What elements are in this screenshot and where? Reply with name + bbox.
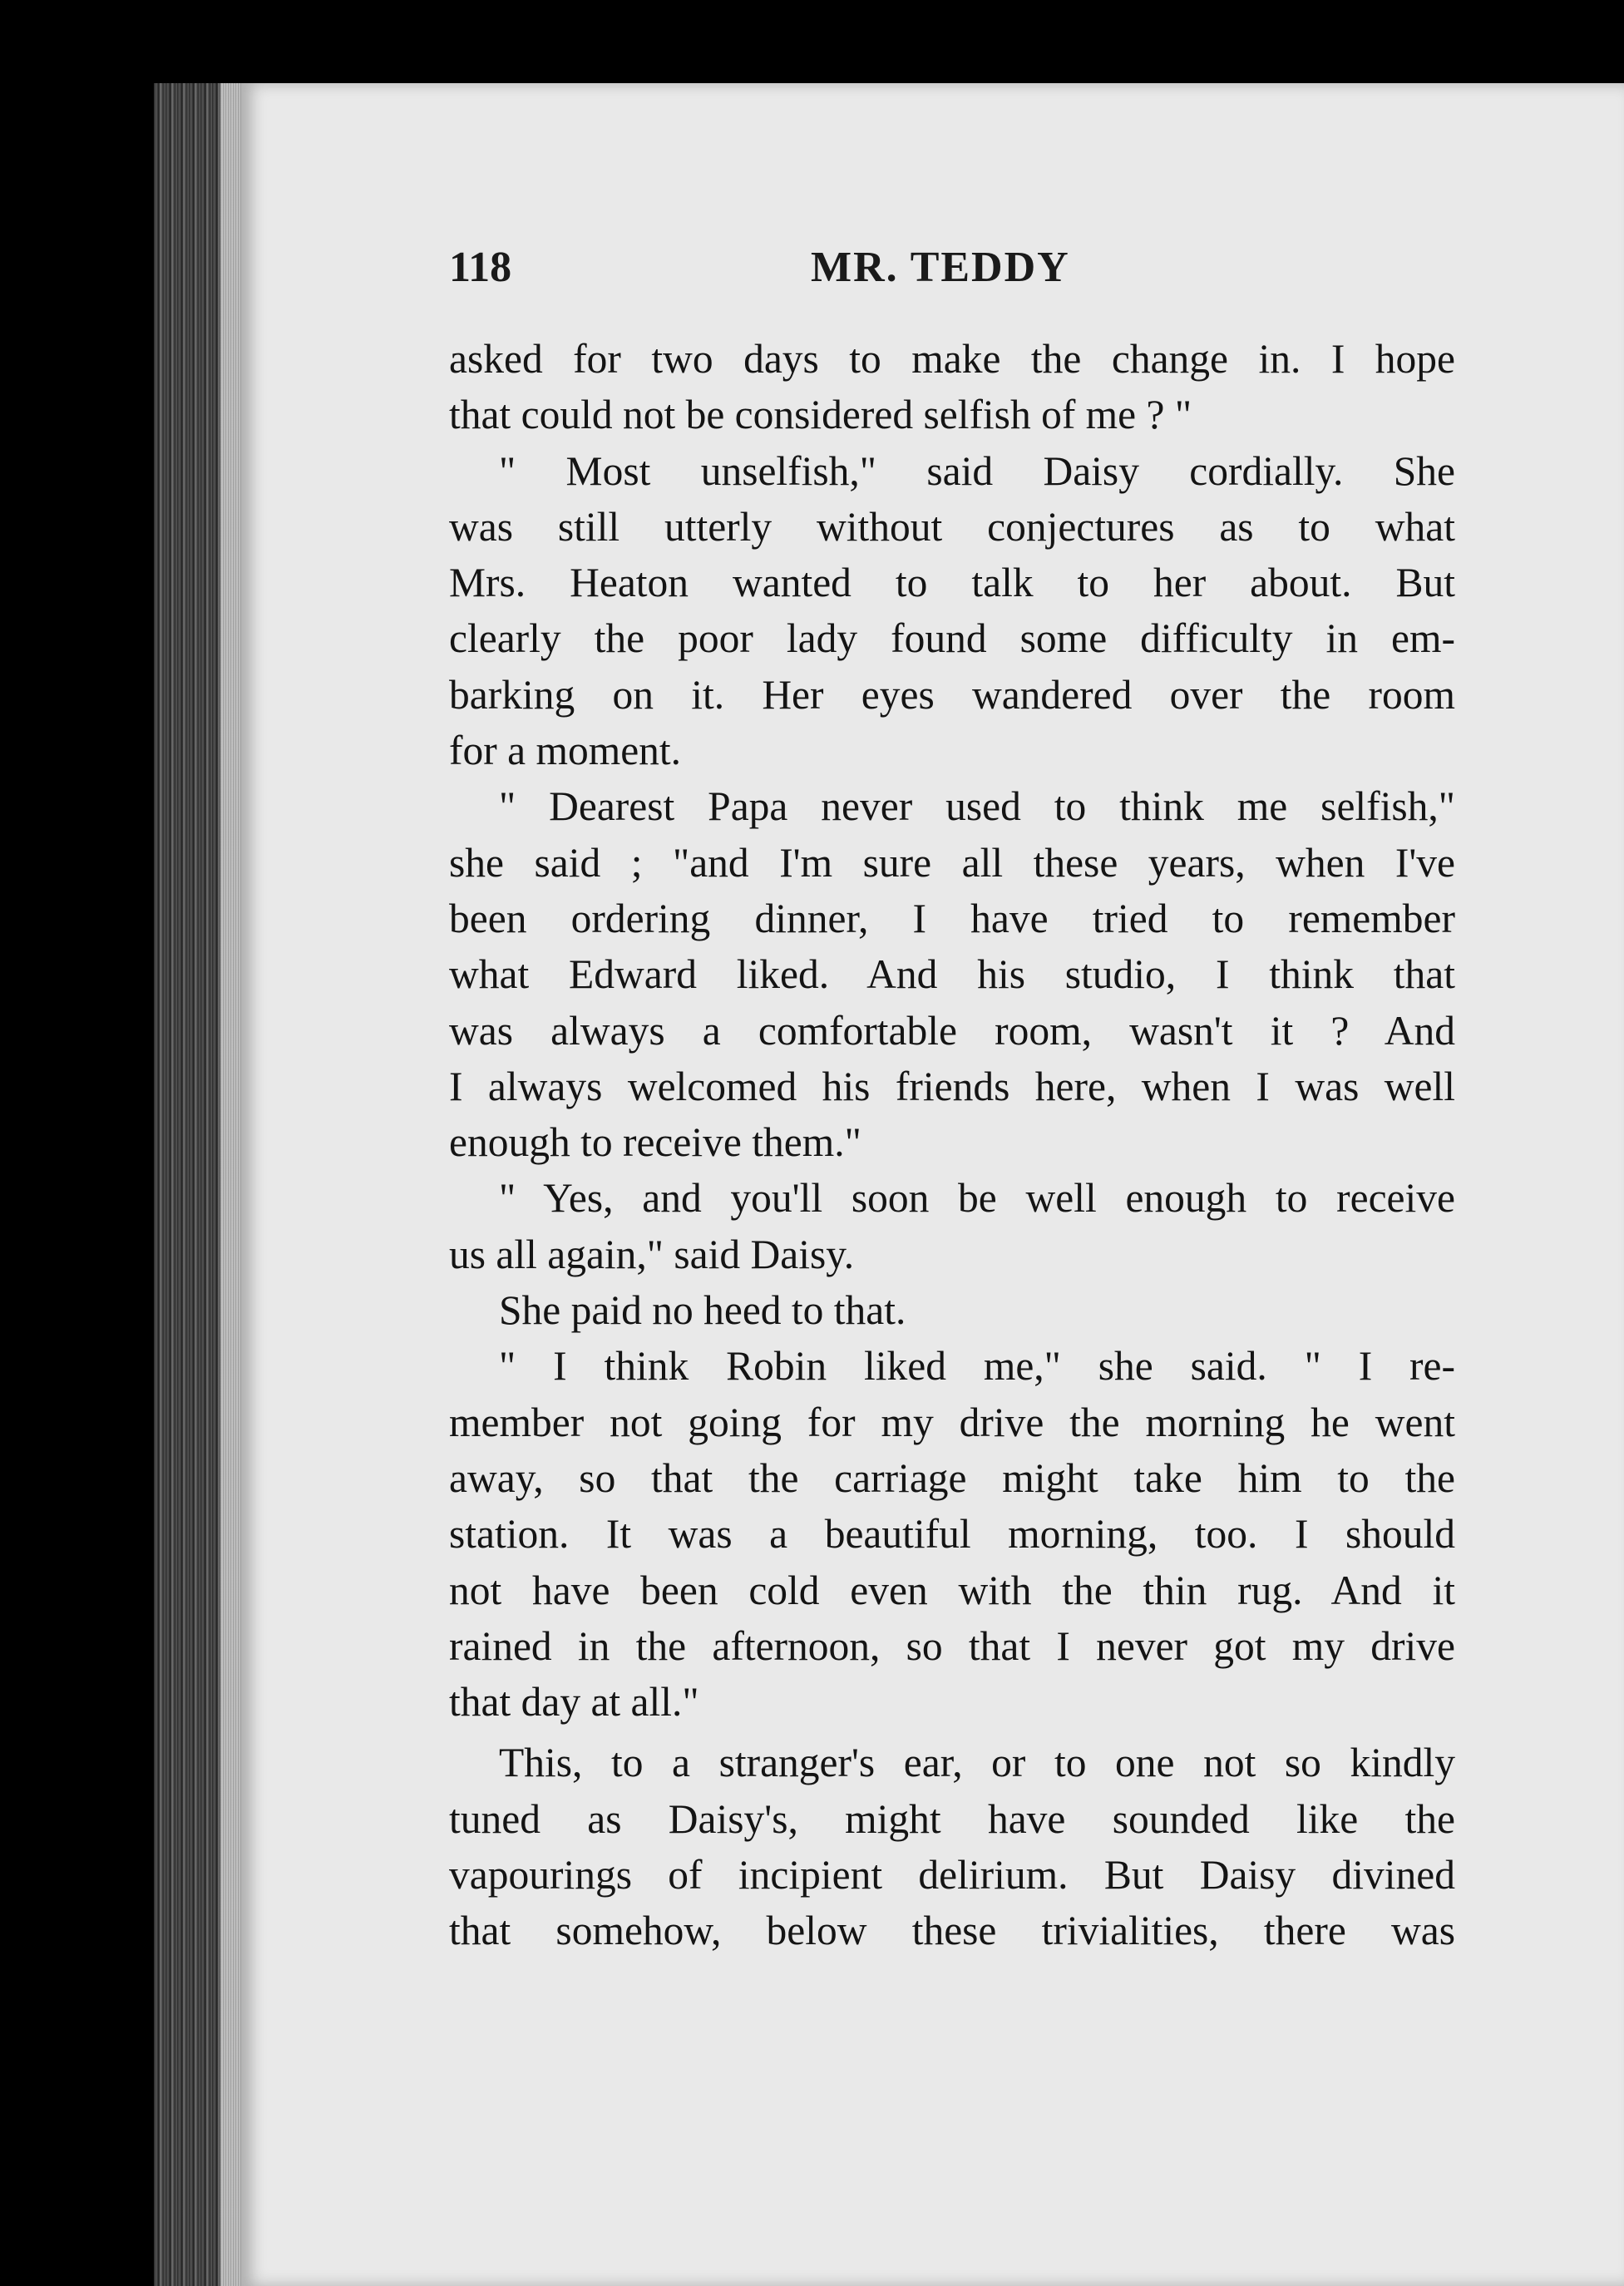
body-text <box>449 331 1455 1959</box>
text-line: not have been cold even with the thin rug. And it <box>449 1567 1455 1613</box>
text-line: that somehow, below these trivialities, there was <box>449 1908 1455 1954</box>
text-line: " I think Robin liked me," she said. " I re- <box>499 1343 1455 1390</box>
text-line: I always welcomed his friends here, when I was well <box>449 1063 1455 1109</box>
page-edges-light <box>220 83 242 2286</box>
text-line: clearly the poor lady found some difficulty in em- <box>449 615 1455 662</box>
text-line: she said ; "and I'm sure all these years, when I've <box>449 839 1455 886</box>
text-line: Mrs. Heaton wanted to talk to her about. But <box>449 560 1455 606</box>
text-line: station. It was a beautiful morning, too. I should <box>449 1511 1455 1558</box>
text-line: This, to a stranger's ear, or to one not so kindly <box>499 1740 1455 1786</box>
text-line: away, so that the carriage might take him to the <box>449 1454 1455 1501</box>
page-number: 118 <box>449 244 512 291</box>
running-title: MR. TEDDY <box>811 244 1070 291</box>
text-line: asked for two days to make the change in. I hope <box>449 336 1455 382</box>
text-line: " Dearest Papa never used to think me selfish," <box>499 783 1455 830</box>
text-line: member not going for my drive the morning he went <box>449 1399 1455 1445</box>
text-line: us all again," said Daisy. <box>449 1231 855 1277</box>
text-line: barking on it. Her eyes wandered over the room <box>449 671 1455 718</box>
text-line: tuned as Daisy's, might have sounded like the <box>449 1795 1455 1842</box>
running-head <box>449 243 1451 309</box>
text-line: " Yes, and you'll soon be well enough to receive <box>499 1175 1455 1222</box>
text-line: that could not be considered selfish of me ? " <box>449 392 1192 438</box>
text-line: " Most unselfish," said Daisy cordially. She <box>499 447 1455 494</box>
text-line: what Edward liked. And his studio, I think that <box>449 951 1455 998</box>
text-line: was still utterly without conjectures as to what <box>449 503 1455 550</box>
text-line: that day at all." <box>449 1679 699 1726</box>
text-line: vapourings of incipient delirium. But Daisy divined <box>449 1852 1455 1898</box>
text-line: for a moment. <box>449 728 682 774</box>
text-line: been ordering dinner, I have tried to remember <box>449 895 1455 941</box>
text-line: She paid no heed to that. <box>499 1287 906 1334</box>
text-line: was always a comfortable room, wasn't it ? And <box>449 1007 1455 1054</box>
text-line: enough to receive them." <box>449 1119 861 1166</box>
text-line: rained in the afternoon, so that I never got my drive <box>449 1622 1455 1669</box>
